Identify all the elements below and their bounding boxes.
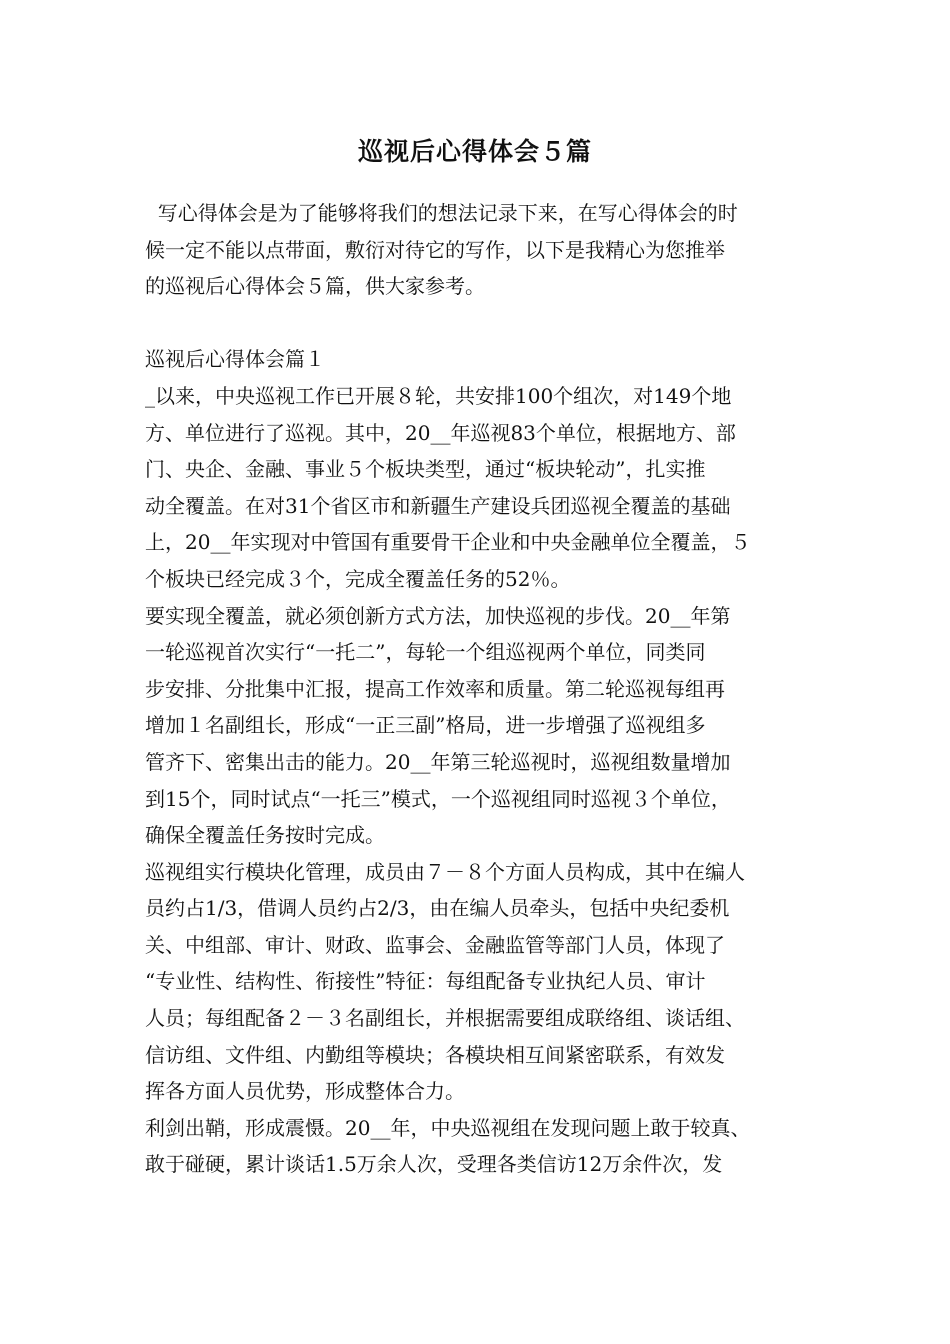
- body-line: 挥各方面人员优势，形成整体合力。: [145, 1079, 465, 1104]
- section-heading: 巡视后心得体会篇１: [145, 347, 325, 372]
- paragraph-spacer: [145, 305, 825, 342]
- body-line: 信访组、文件组、内勤组等模块；各模块相互间紧密联系，有效发: [145, 1042, 725, 1067]
- body-line: 一轮巡视首次实行“一托二”，每轮一个组巡视两个单位，同类同: [145, 640, 706, 665]
- document-body: [145, 195, 825, 1183]
- body-line: 员约占1/3，借调人员约占2/3，由在编人员牵头，包括中央纪委机: [145, 896, 730, 921]
- body-line: 巡视组实行模块化管理，成员由７－８个方面人员构成，其中在编人: [145, 859, 745, 884]
- document-title: 巡视后心得体会５篇: [357, 137, 592, 166]
- body-line: 到15个，同时试点“一托三”模式，一个巡视组同时巡视３个单位，: [145, 786, 731, 811]
- intro-line: 写心得体会是为了能够将我们的想法记录下来，在写心得体会的时: [145, 201, 738, 225]
- body-line: 门、央企、金融、事业５个板块类型，通过“板块轮动”，扎实推: [145, 457, 706, 482]
- body-line: 关、中组部、审计、财政、监事会、金融监管等部门人员，体现了: [145, 932, 725, 957]
- body-line: 增加１名副组长，形成“一正三副”格局，进一步增强了巡视组多: [145, 713, 706, 738]
- body-line: _以来，中央巡视工作已开展８轮，共安排100个组次，对149个地: [145, 383, 732, 408]
- body-line: 步安排、分批集中汇报，提高工作效率和质量。第二轮巡视每组再: [145, 676, 725, 701]
- intro-line: 候一定不能以点带面，敷衍对待它的写作，以下是我精心为您推举: [145, 237, 725, 262]
- body-line: 动全覆盖。在对31个省区市和新疆生产建设兵团巡视全覆盖的基础: [145, 493, 731, 518]
- body-line: 上，20__年实现对中管国有重要骨干企业和中央金融单位全覆盖，５: [145, 530, 751, 555]
- body-line: 方、单位进行了巡视。其中，20__年巡视83个单位，根据地方、部: [145, 420, 736, 445]
- body-line: 个板块已经完成３个，完成全覆盖任务的52％。: [145, 566, 571, 591]
- body-line: 敢于碰硬，累计谈话1.5万余人次，受理各类信访12万余件次，发: [145, 1152, 723, 1177]
- body-line: 确保全覆盖任务按时完成。: [145, 823, 385, 848]
- body-line: 人员；每组配备２－３名副组长，并根据需要组成联络组、谈话组、: [145, 1006, 745, 1031]
- body-line: “专业性、结构性、衔接性”特征：每组配备专业执纪人员、审计: [145, 969, 706, 994]
- body-line: 管齐下、密集出击的能力。20__年第三轮巡视时，巡视组数量增加: [145, 749, 731, 774]
- body-line: 要实现全覆盖，就必须创新方式方法，加快巡视的步伐。20__年第: [145, 603, 731, 628]
- intro-line: 的巡视后心得体会５篇，供大家参考。: [145, 274, 485, 299]
- body-line: 利剑出鞘，形成震慑。20__年，中央巡视组在发现问题上敢于较真、: [145, 1115, 751, 1140]
